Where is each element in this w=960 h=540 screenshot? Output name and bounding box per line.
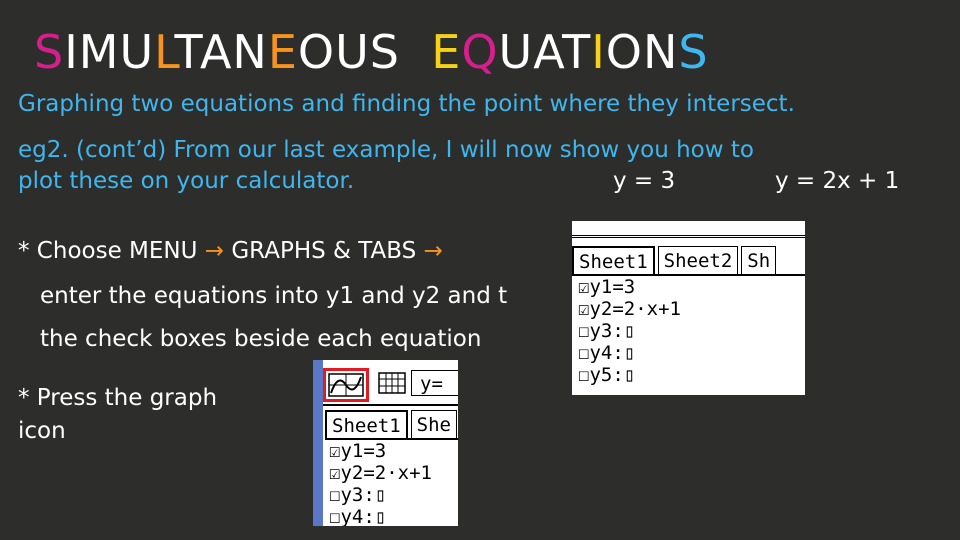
equation-row-y1[interactable]: [325, 440, 458, 462]
equation-row-y2[interactable]: [325, 462, 458, 484]
example-line-1: eg2. (cont’d) From our last example, I will now show you how to: [18, 137, 754, 163]
calculator-toolbar: [323, 360, 458, 406]
sheet-tabs: [572, 246, 805, 276]
row-label: ☐y3:: [329, 484, 375, 506]
bullet-press-graph-2: icon: [18, 418, 66, 444]
equation-row-y4[interactable]: [572, 342, 805, 364]
title-segment: TAN: [174, 25, 268, 79]
row-label: ☑y1=: [578, 276, 624, 298]
equation-2: y = 2x + 1: [775, 168, 900, 194]
title-segment: UAT: [498, 25, 592, 79]
row-label: ☐y3:: [578, 320, 624, 342]
title-segment: S: [34, 25, 65, 79]
bullet-text: GRAPHS & TABS: [224, 238, 424, 264]
equation-row-y5[interactable]: [572, 364, 805, 386]
row-value: ▯: [623, 364, 636, 386]
calculator-screen-graph-icon: [313, 360, 458, 526]
side-bar: [313, 360, 323, 526]
title-segment: OUS: [297, 25, 432, 79]
row-label: ☑y2=: [578, 298, 624, 320]
row-value: 2·x+1: [374, 462, 432, 484]
equation-1: y = 3: [613, 168, 676, 194]
bullet-choose-menu: [18, 238, 443, 264]
title-segment: IMU: [64, 25, 155, 79]
equation-row-y1[interactable]: [572, 276, 805, 298]
sheet-tabs: [325, 410, 458, 440]
row-value: ▯: [374, 484, 387, 506]
row-value: ▯: [374, 506, 387, 526]
graph-icon-highlight[interactable]: [323, 368, 369, 402]
graph-icon[interactable]: [326, 371, 366, 399]
slide-title: [34, 22, 709, 82]
title-segment: E: [431, 25, 462, 79]
equation-row-y3[interactable]: [572, 320, 805, 342]
calculator-toolbar: [572, 221, 805, 238]
arrow-right-icon: →: [423, 238, 443, 264]
title-segment: ON: [605, 25, 679, 79]
row-label: ☑y2=: [329, 462, 375, 484]
equation-row-y3[interactable]: [325, 484, 458, 506]
equation-row-y2[interactable]: [572, 298, 805, 320]
table-icon[interactable]: [377, 370, 407, 396]
title-segment: Q: [461, 25, 499, 79]
tab-sheet2[interactable]: She: [411, 410, 457, 438]
title-segment: E: [267, 25, 298, 79]
row-label: ☑y1=: [329, 440, 375, 462]
row-label: ☐y4:: [329, 506, 375, 526]
example-line-2: plot these on your calculator.: [18, 168, 355, 194]
row-value: 3: [623, 276, 636, 298]
row-value: 2·x+1: [623, 298, 681, 320]
calculator-screen-sheet: [572, 221, 805, 395]
tab-sheet2[interactable]: Sheet2: [658, 246, 739, 274]
title-segment: L: [154, 25, 175, 79]
tab-sheet1[interactable]: Sheet1: [572, 246, 655, 274]
row-value: 3: [374, 440, 387, 462]
subtitle: Graphing two equations and finding the point where they intersect.: [18, 91, 795, 117]
y-equals-label: y=: [420, 373, 443, 395]
row-label: ☐y5:: [578, 364, 624, 386]
y-equals-button[interactable]: [411, 370, 458, 396]
bullet-line-2: enter the equations into y1 and y2 and t: [40, 283, 508, 309]
tab-sheet3[interactable]: Sh: [741, 246, 776, 274]
title-segment: S: [678, 25, 709, 79]
arrow-right-icon: →: [204, 238, 225, 264]
row-label: ☐y4:: [578, 342, 624, 364]
title-segment: I: [591, 25, 606, 79]
bullet-text: * Choose MENU: [18, 238, 205, 264]
bullet-press-graph: * Press the graph: [18, 385, 218, 411]
row-value: ▯: [623, 320, 636, 342]
tab-sheet1[interactable]: Sheet1: [325, 410, 408, 438]
bullet-line-3: the check boxes beside each equation: [40, 326, 482, 352]
row-value: ▯: [623, 342, 636, 364]
equation-row-y4[interactable]: [325, 506, 458, 526]
